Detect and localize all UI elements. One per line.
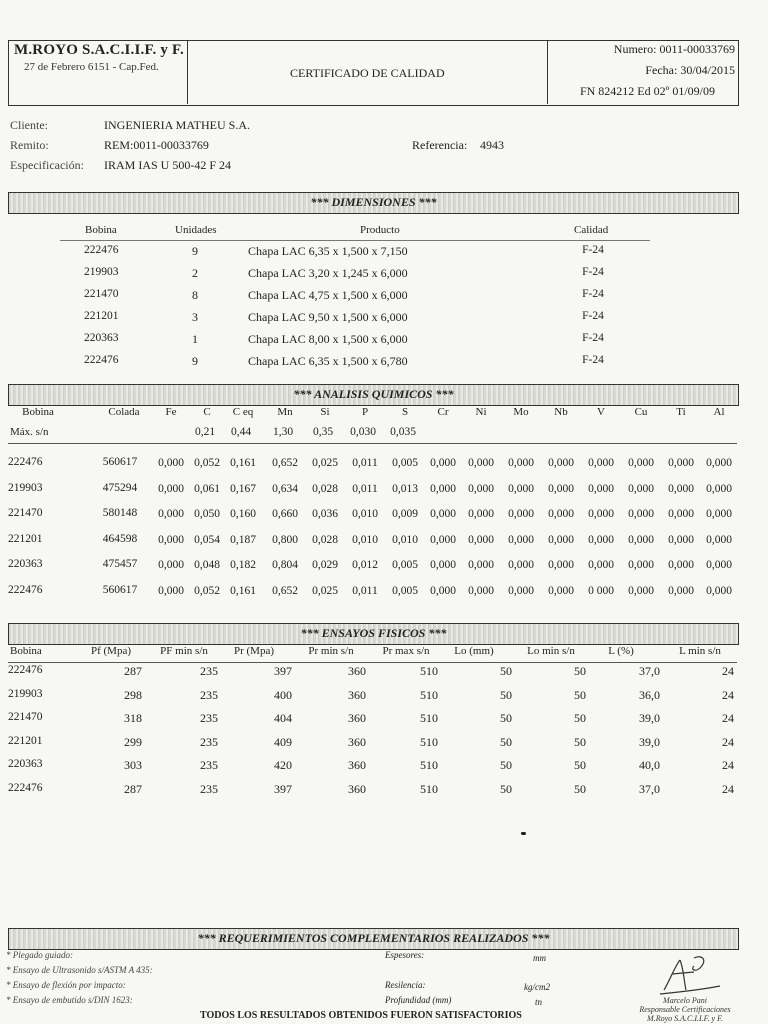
fis-header-rule <box>8 662 737 663</box>
chem-value-cell: 0,182 <box>230 559 256 571</box>
complementarios-title: *** REQUERIMIENTOS COMPLEMENTARIOS REALIZADOS *** <box>197 931 550 945</box>
chem-value-cell: 0,000 <box>468 584 494 597</box>
chem-colada-cell: 560617 <box>102 583 138 596</box>
chem-header-cell: C <box>203 406 211 418</box>
dim-calidad-cell: F-24 <box>582 310 604 322</box>
chem-max-cell: 1,30 <box>272 426 294 438</box>
dim-calidad-cell: F-24 <box>582 332 604 344</box>
chem-max-cell: 0,035 <box>390 426 416 438</box>
fis-value-cell: 510 <box>420 758 438 773</box>
fis-value-cell: 24 <box>722 664 734 678</box>
fis-value-cell: 50 <box>500 782 512 796</box>
signer-block <box>630 996 740 1023</box>
chem-value-cell: 0,011 <box>352 482 378 495</box>
dim-calidad-cell: F-24 <box>582 266 604 278</box>
fis-value-cell: 360 <box>348 734 366 749</box>
fis-value-cell: 37,0 <box>639 782 660 796</box>
chem-header-cell: S <box>401 406 409 418</box>
chem-value-cell: 0,052 <box>194 457 220 469</box>
chem-max-cell: 0,21 <box>194 426 216 438</box>
fis-value-cell: 360 <box>348 687 366 702</box>
especificacion-value: IRAM IAS U 500-42 F 24 <box>104 158 232 172</box>
fis-value-cell: 39,0 <box>639 711 660 726</box>
chem-value-cell: 0,000 <box>628 508 654 520</box>
fis-value-cell: 36,0 <box>639 687 660 702</box>
chem-value-cell: 0,652 <box>272 457 298 469</box>
chem-value-cell: 0,167 <box>230 482 256 495</box>
fis-value-cell: 510 <box>420 687 438 702</box>
chem-bobina-cell: 222476 <box>8 456 43 468</box>
dim-header-rule <box>60 240 650 241</box>
chem-value-cell: 0,048 <box>194 559 220 571</box>
chem-value-cell: 0,000 <box>588 457 614 469</box>
fis-bobina-cell: 221201 <box>8 734 43 747</box>
fis-value-cell: 50 <box>574 711 586 726</box>
chem-header-cell: Cu <box>634 406 648 418</box>
dim-unidades-cell: 3 <box>192 310 198 324</box>
chem-value-cell: 0,009 <box>392 508 418 520</box>
chem-value-cell: 0,000 <box>628 559 654 571</box>
chem-bobina-cell: 219903 <box>8 481 43 494</box>
chem-value-cell: 0,000 <box>468 559 494 571</box>
dim-header-calidad: Calidad <box>574 224 609 236</box>
chem-value-cell: 0,000 <box>628 533 654 546</box>
certificate-number: Numero: 0011-00033769 <box>613 42 735 56</box>
dim-producto-cell: Chapa LAC 9,50 x 1,500 x 6,000 <box>248 310 408 324</box>
resilencia-label: Resilencia: <box>385 980 426 990</box>
chem-value-cell: 0,000 <box>430 508 456 520</box>
chem-bobina-cell: 222476 <box>8 583 43 596</box>
chem-value-cell: 0,000 <box>508 533 534 546</box>
fis-value-cell: 50 <box>574 664 586 678</box>
chem-value-cell: 0,010 <box>392 533 418 546</box>
dim-unidades-cell: 1 <box>192 332 198 346</box>
chem-value-cell: 0,000 <box>706 584 732 597</box>
fis-value-cell: 235 <box>200 782 218 796</box>
dim-calidad-cell: F-24 <box>582 288 604 300</box>
chem-value-cell: 0,011 <box>352 457 378 469</box>
header-divider <box>187 40 188 104</box>
chem-value-cell: 0,000 <box>706 533 732 546</box>
chem-value-cell: 0,050 <box>194 508 220 520</box>
signer-company: M.Royo S.A.C.I.I.F. y F. <box>647 1014 723 1023</box>
fis-header-cell: L min s/n <box>679 645 721 657</box>
chem-value-cell: 0,000 <box>468 457 494 469</box>
fis-value-cell: 24 <box>722 734 734 749</box>
referencia-value: 4943 <box>480 138 504 152</box>
chem-value-cell: 0,000 <box>548 457 574 469</box>
dimensiones-section-bar <box>8 192 739 214</box>
chem-value-cell: 0,660 <box>272 508 298 520</box>
fis-value-cell: 50 <box>500 687 512 702</box>
chem-value-cell: 0,000 <box>430 457 456 469</box>
chem-value-cell: 0,634 <box>272 482 298 495</box>
fis-bobina-cell: 221470 <box>8 711 43 724</box>
chem-value-cell: 0,000 <box>508 584 534 597</box>
fis-header-cell: Pr max s/n <box>382 645 430 657</box>
chem-value-cell: 0,028 <box>312 482 338 495</box>
fis-value-cell: 420 <box>274 758 292 773</box>
fis-value-cell: 235 <box>200 758 218 773</box>
fis-value-cell: 40,0 <box>639 758 660 773</box>
document-title: CERTIFICADO DE CALIDAD <box>290 66 445 80</box>
chem-header-cell: Mo <box>513 406 529 418</box>
chem-value-cell: 0,000 <box>430 533 456 546</box>
chem-value-cell: 0,005 <box>392 584 418 597</box>
chem-value-cell: 0,061 <box>194 482 220 495</box>
chem-max-cell: 0,44 <box>230 426 252 438</box>
fis-value-cell: 24 <box>722 758 734 773</box>
fis-value-cell: 409 <box>274 734 292 749</box>
chem-value-cell: 0,000 <box>430 584 456 597</box>
dim-unidades-cell: 2 <box>192 266 198 280</box>
chem-value-cell: 0,010 <box>352 508 378 520</box>
chem-value-cell: 0,000 <box>508 457 534 469</box>
signature-icon <box>650 950 730 998</box>
chem-header-cell: Bobina <box>22 406 54 418</box>
chem-value-cell: 0,000 <box>706 508 732 520</box>
chem-value-cell: 0,000 <box>158 533 184 546</box>
dim-header-producto: Producto <box>360 224 400 236</box>
chem-value-cell: 0,000 <box>430 482 456 495</box>
chem-value-cell: 0,025 <box>312 584 338 597</box>
signer-role: Responsable Certificaciones <box>639 1005 731 1014</box>
chem-value-cell: 0,054 <box>194 533 220 546</box>
chem-max-cell: 0,35 <box>312 426 334 438</box>
chem-value-cell: 0,161 <box>230 457 256 469</box>
fis-header-cell: Bobina <box>10 645 42 657</box>
chem-value-cell: 0,000 <box>706 457 732 469</box>
fis-value-cell: 318 <box>124 711 142 726</box>
signer-name: Marcelo Pani <box>663 996 707 1005</box>
fis-value-cell: 299 <box>124 734 142 749</box>
chem-bobina-cell: 221470 <box>8 507 43 519</box>
fis-value-cell: 50 <box>574 734 586 749</box>
chem-header-cell: V <box>597 406 605 418</box>
chem-value-cell: 0,000 <box>668 508 694 520</box>
dim-bobina-cell: 222476 <box>84 244 119 256</box>
flexion-label: * Ensayo de flexión por impacto: <box>6 980 126 990</box>
chem-value-cell: 0,025 <box>312 457 338 469</box>
chem-header-cell: Al <box>713 406 725 418</box>
fis-value-cell: 298 <box>124 687 142 702</box>
quimicos-section-bar <box>8 384 739 406</box>
fis-value-cell: 39,0 <box>639 734 660 749</box>
complementarios-section-bar <box>8 928 739 950</box>
chem-value-cell: 0,029 <box>312 559 338 571</box>
chem-value-cell: 0,804 <box>272 559 298 571</box>
remito-label: Remito: <box>10 138 49 152</box>
chem-header-cell: Ti <box>676 406 686 418</box>
dim-producto-cell: Chapa LAC 6,35 x 1,500 x 6,780 <box>248 354 408 368</box>
chem-value-cell: 0,000 <box>508 508 534 520</box>
chem-value-cell: 0,000 <box>668 533 694 546</box>
chem-value-cell: 0,000 <box>158 559 184 571</box>
fis-value-cell: 235 <box>200 664 218 678</box>
dim-calidad-cell: F-24 <box>582 354 604 366</box>
chem-header-cell: Si <box>320 406 330 418</box>
fis-bobina-cell: 222476 <box>8 664 43 676</box>
chem-value-cell: 0,000 <box>668 457 694 469</box>
chem-value-cell: 0 000 <box>588 584 614 597</box>
dim-header-unidades: Unidades <box>175 224 217 236</box>
fis-value-cell: 24 <box>722 782 734 796</box>
fis-value-cell: 50 <box>500 711 512 726</box>
chem-value-cell: 0,000 <box>508 482 534 495</box>
dim-bobina-cell: 221201 <box>84 310 119 322</box>
fis-bobina-cell: 219903 <box>8 687 43 700</box>
chem-value-cell: 0,000 <box>628 584 654 597</box>
chem-value-cell: 0,000 <box>158 508 184 520</box>
chem-value-cell: 0,000 <box>430 559 456 571</box>
chem-header-cell: Ni <box>475 406 487 418</box>
chem-value-cell: 0,000 <box>158 457 184 469</box>
chem-header-cell: Fe <box>165 406 177 418</box>
chem-value-cell: 0,005 <box>392 457 418 469</box>
chem-value-cell: 0,012 <box>352 559 378 571</box>
chem-value-cell: 0,000 <box>468 508 494 520</box>
fis-value-cell: 360 <box>348 664 366 678</box>
fis-value-cell: 50 <box>574 687 586 702</box>
complementarios-list <box>6 948 153 1008</box>
fis-header-cell: Lo min s/n <box>527 645 575 657</box>
chem-value-cell: 0,000 <box>548 533 574 546</box>
dim-bobina-cell: 222476 <box>84 354 119 366</box>
dim-header-bobina: Bobina <box>85 224 117 236</box>
dim-producto-cell: Chapa LAC 3,20 x 1,245 x 6,000 <box>248 266 408 280</box>
chem-value-cell: 0,000 <box>628 457 654 469</box>
fis-value-cell: 400 <box>274 687 292 702</box>
fis-value-cell: 50 <box>574 782 586 796</box>
dim-producto-cell: Chapa LAC 6,35 x 1,500 x 7,150 <box>248 244 408 258</box>
chem-bobina-cell: 220363 <box>8 558 43 570</box>
dim-unidades-cell: 9 <box>192 244 198 258</box>
chem-value-cell: 0,000 <box>548 482 574 495</box>
chem-value-cell: 0,036 <box>312 508 338 520</box>
fis-value-cell: 24 <box>722 687 734 702</box>
fis-value-cell: 510 <box>420 664 438 678</box>
chem-value-cell: 0,161 <box>230 584 256 597</box>
chem-value-cell: 0,000 <box>668 482 694 495</box>
chem-value-cell: 0,000 <box>588 533 614 546</box>
company-name: M.ROYO S.A.C.I.I.F. y F. <box>14 42 184 58</box>
chem-value-cell: 0,000 <box>548 508 574 520</box>
footer-statement: TODOS LOS RESULTADOS OBTENIDOS FUERON SATISFACTORIOS <box>200 1010 522 1021</box>
fis-value-cell: 37,0 <box>639 664 660 678</box>
fis-value-cell: 50 <box>574 758 586 773</box>
chem-header-cell: Cr <box>437 406 449 418</box>
fis-header-cell: Pr (Mpa) <box>233 645 275 657</box>
dim-producto-cell: Chapa LAC 8,00 x 1,500 x 6,000 <box>248 332 408 346</box>
fis-header-cell: PF min s/n <box>160 645 208 657</box>
fisicos-section-bar <box>8 623 739 645</box>
cliente-label: Cliente: <box>10 118 48 132</box>
cliente-value: INGENIERIA MATHEU S.A. <box>104 118 250 132</box>
form-code: FN 824212 Ed 02º 01/09/09 <box>579 84 715 98</box>
ultrasonido-label: * Ensayo de Ultrasonido s/ASTM A 435: <box>6 965 153 975</box>
fis-value-cell: 360 <box>348 782 366 796</box>
chem-header-cell: Nb <box>554 406 568 418</box>
fis-value-cell: 235 <box>200 687 218 702</box>
chem-value-cell: 0,160 <box>230 508 256 520</box>
chem-max-rule <box>8 443 737 444</box>
especificacion-label: Especificación: <box>10 158 84 172</box>
dim-bobina-cell: 221470 <box>84 288 119 300</box>
chem-header-cell: P <box>361 406 369 418</box>
fis-header-cell: L (%) <box>608 645 634 657</box>
fis-value-cell: 510 <box>420 711 438 726</box>
dim-unidades-cell: 9 <box>192 354 198 368</box>
chem-value-cell: 0,000 <box>706 482 732 495</box>
fis-value-cell: 360 <box>348 758 366 773</box>
chem-value-cell: 0,000 <box>548 584 574 597</box>
chem-value-cell: 0,000 <box>158 584 184 597</box>
fis-header-cell: Pf (Mpa) <box>90 645 132 657</box>
fis-value-cell: 287 <box>124 664 142 678</box>
referencia-label: Referencia: <box>412 138 468 152</box>
chem-value-cell: 0,000 <box>588 559 614 571</box>
chem-colada-cell: 464598 <box>102 532 138 545</box>
chem-value-cell: 0,000 <box>668 584 694 597</box>
chem-value-cell: 0,187 <box>230 533 256 546</box>
chem-colada-cell: 475294 <box>102 481 138 494</box>
espesores-unit: mm <box>533 953 546 963</box>
chem-header-cell: C eq <box>232 406 254 418</box>
chem-header-cell: Mn <box>277 406 293 418</box>
header-divider <box>547 40 548 104</box>
chem-value-cell: 0,013 <box>392 482 418 495</box>
dim-bobina-cell: 220363 <box>84 332 119 344</box>
fis-value-cell: 397 <box>274 664 292 678</box>
fis-bobina-cell: 220363 <box>8 758 43 771</box>
chem-value-cell: 0,052 <box>194 584 220 597</box>
chem-value-cell: 0,652 <box>272 584 298 597</box>
fis-value-cell: 404 <box>274 711 292 726</box>
fis-value-cell: 510 <box>420 782 438 796</box>
chem-value-cell: 0,011 <box>352 584 378 597</box>
chem-value-cell: 0,005 <box>392 559 418 571</box>
chem-value-cell: 0,000 <box>548 559 574 571</box>
embutido-label: * Ensayo de embutido s/DIN 1623: <box>6 995 133 1005</box>
dim-bobina-cell: 219903 <box>84 266 119 278</box>
chem-value-cell: 0,000 <box>468 533 494 546</box>
chem-value-cell: 0,000 <box>158 482 184 495</box>
chem-max-cell: 0,030 <box>350 426 376 438</box>
chem-value-cell: 0,000 <box>508 559 534 571</box>
chem-bobina-cell: 221201 <box>8 532 43 545</box>
fis-value-cell: 287 <box>124 782 142 796</box>
fis-value-cell: 303 <box>124 758 142 773</box>
chem-value-cell: 0,000 <box>468 482 494 495</box>
dimensiones-title: *** DIMENSIONES *** <box>310 195 437 209</box>
chem-value-cell: 0,028 <box>312 533 338 546</box>
chem-value-cell: 0,000 <box>706 559 732 571</box>
resilencia-unit: kg/cm2 <box>524 982 550 992</box>
chem-value-cell: 0,000 <box>588 482 614 495</box>
chem-colada-cell: 580148 <box>102 507 138 519</box>
fis-value-cell: 360 <box>348 711 366 726</box>
remito-value: REM:0011-00033769 <box>104 138 209 152</box>
chem-value-cell: 0,010 <box>352 533 378 546</box>
chem-value-cell: 0,000 <box>668 559 694 571</box>
fis-value-cell: 50 <box>500 664 512 678</box>
chem-header-cell: Colada <box>108 406 140 418</box>
fisicos-title: *** ENSAYOS FISICOS *** <box>300 626 447 640</box>
fis-value-cell: 397 <box>274 782 292 796</box>
espesores-label: Espesores: <box>385 950 425 960</box>
plegado-label: * Plegado guiado: <box>6 950 73 960</box>
dim-calidad-cell: F-24 <box>582 244 604 256</box>
company-address: 27 de Febrero 6151 - Cap.Fed. <box>24 61 159 73</box>
fis-header-cell: Lo (mm) <box>454 645 494 657</box>
fis-value-cell: 510 <box>420 734 438 749</box>
fis-value-cell: 50 <box>500 758 512 773</box>
chem-value-cell: 0,800 <box>272 533 298 546</box>
fis-header-cell: Pr min s/n <box>308 645 354 657</box>
chem-value-cell: 0,000 <box>588 508 614 520</box>
fis-value-cell: 24 <box>722 711 734 726</box>
chem-value-cell: 0,000 <box>628 482 654 495</box>
max-label: Máx. s/n <box>10 426 49 438</box>
profundidad-label: Profundidad (mm) <box>385 995 452 1005</box>
fis-bobina-cell: 222476 <box>8 782 43 794</box>
fis-value-cell: 235 <box>200 711 218 726</box>
chem-colada-cell: 560617 <box>102 456 138 468</box>
dim-unidades-cell: 8 <box>192 288 198 302</box>
dim-producto-cell: Chapa LAC 4,75 x 1,500 x 6,000 <box>248 288 408 302</box>
fis-value-cell: 235 <box>200 734 218 749</box>
profundidad-unit: tn <box>535 997 543 1007</box>
certificate-date: Fecha: 30/04/2015 <box>645 63 735 77</box>
fis-value-cell: 50 <box>500 734 512 749</box>
chem-colada-cell: 475457 <box>102 558 138 570</box>
speck <box>521 832 526 835</box>
quimicos-title: *** ANALISIS QUIMICOS *** <box>293 387 454 401</box>
